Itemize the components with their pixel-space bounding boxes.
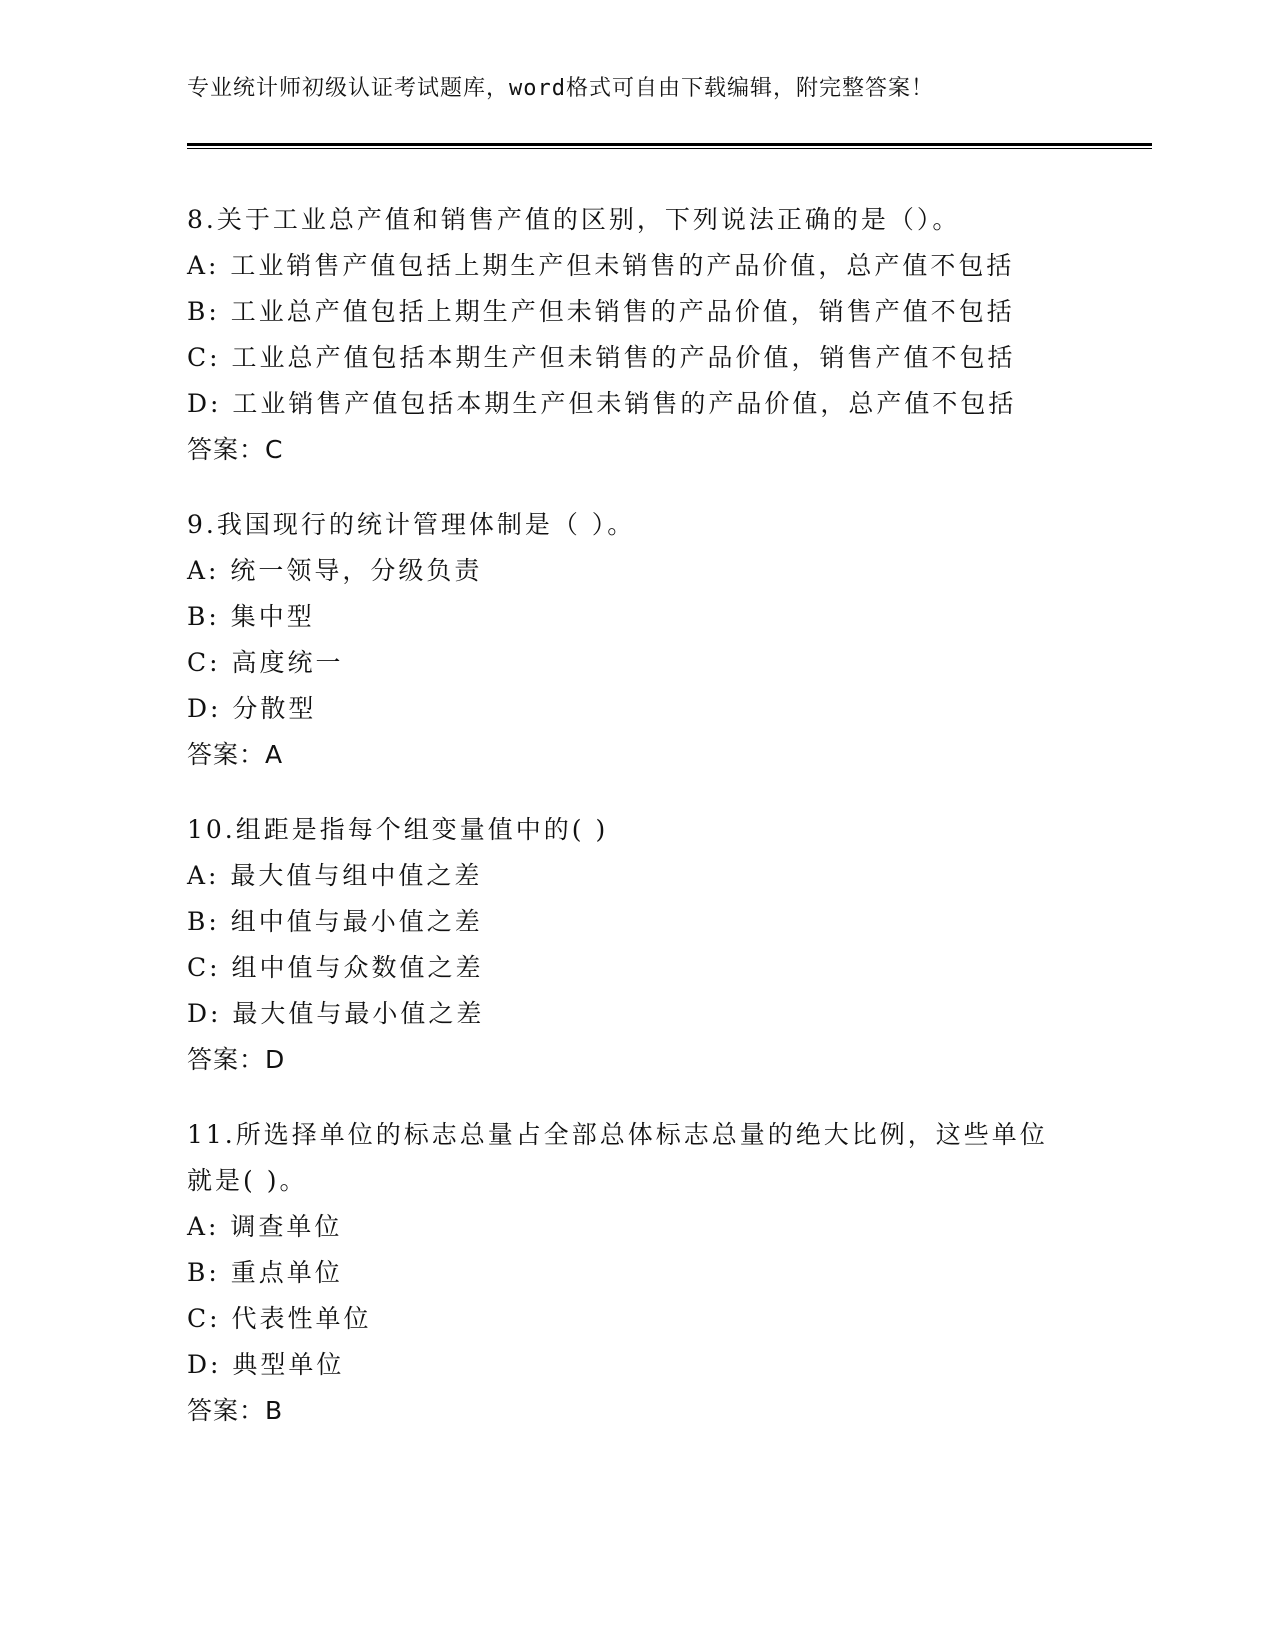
option-d: D: 典型单位: [187, 1350, 345, 1379]
question-8: [187, 197, 1087, 473]
question-10: [187, 807, 1087, 1083]
option-c: C: 高度统一: [187, 648, 344, 677]
option-d: D: 工业销售产值包括本期生产但未销售的产品价值，总产值不包括: [187, 389, 1017, 418]
option-b: B: 重点单位: [187, 1258, 343, 1287]
option-d: D: 最大值与最小值之差: [187, 999, 485, 1028]
divider-thin-line: [187, 148, 1152, 149]
question-stem: 9.我国现行的统计管理体制是（ ）。: [187, 510, 636, 539]
option-d: D: 分散型: [187, 694, 317, 723]
option-a: A: 工业销售产值包括上期生产但未销售的产品价值，总产值不包括: [187, 251, 1015, 280]
question-stem-continued: 就是( )。: [187, 1166, 308, 1195]
question-stem: 11.所选择单位的标志总量占全部总体标志总量的绝大比例，这些单位: [187, 1120, 1048, 1149]
divider-thick-line: [187, 143, 1152, 146]
option-b: B: 集中型: [187, 602, 315, 631]
page-header: 专业统计师初级认证考试题库，word格式可自由下载编辑，附完整答案！: [187, 76, 934, 101]
option-b: B: 组中值与最小值之差: [187, 907, 483, 936]
answer-label: 答案：B: [187, 1396, 284, 1425]
option-a: A: 调查单位: [187, 1212, 343, 1241]
question-9: [187, 502, 1087, 778]
option-b: B: 工业总产值包括上期生产但未销售的产品价值，销售产值不包括: [187, 297, 1015, 326]
answer-label: 答案：C: [187, 435, 284, 464]
option-c: C: 工业总产值包括本期生产但未销售的产品价值，销售产值不包括: [187, 343, 1016, 372]
answer-label: 答案：D: [187, 1045, 286, 1074]
option-a: A: 统一领导，分级负责: [187, 556, 483, 585]
option-c: C: 组中值与众数值之差: [187, 953, 484, 982]
option-a: A: 最大值与组中值之差: [187, 861, 483, 890]
option-c: C: 代表性单位: [187, 1304, 372, 1333]
question-11: [187, 1112, 1087, 1434]
question-stem: 10.组距是指每个组变量值中的( ): [187, 815, 609, 844]
question-stem: 8.关于工业总产值和销售产值的区别，下列说法正确的是（）。: [187, 205, 961, 234]
header-divider: [187, 143, 1152, 149]
answer-label: 答案：A: [187, 740, 284, 769]
